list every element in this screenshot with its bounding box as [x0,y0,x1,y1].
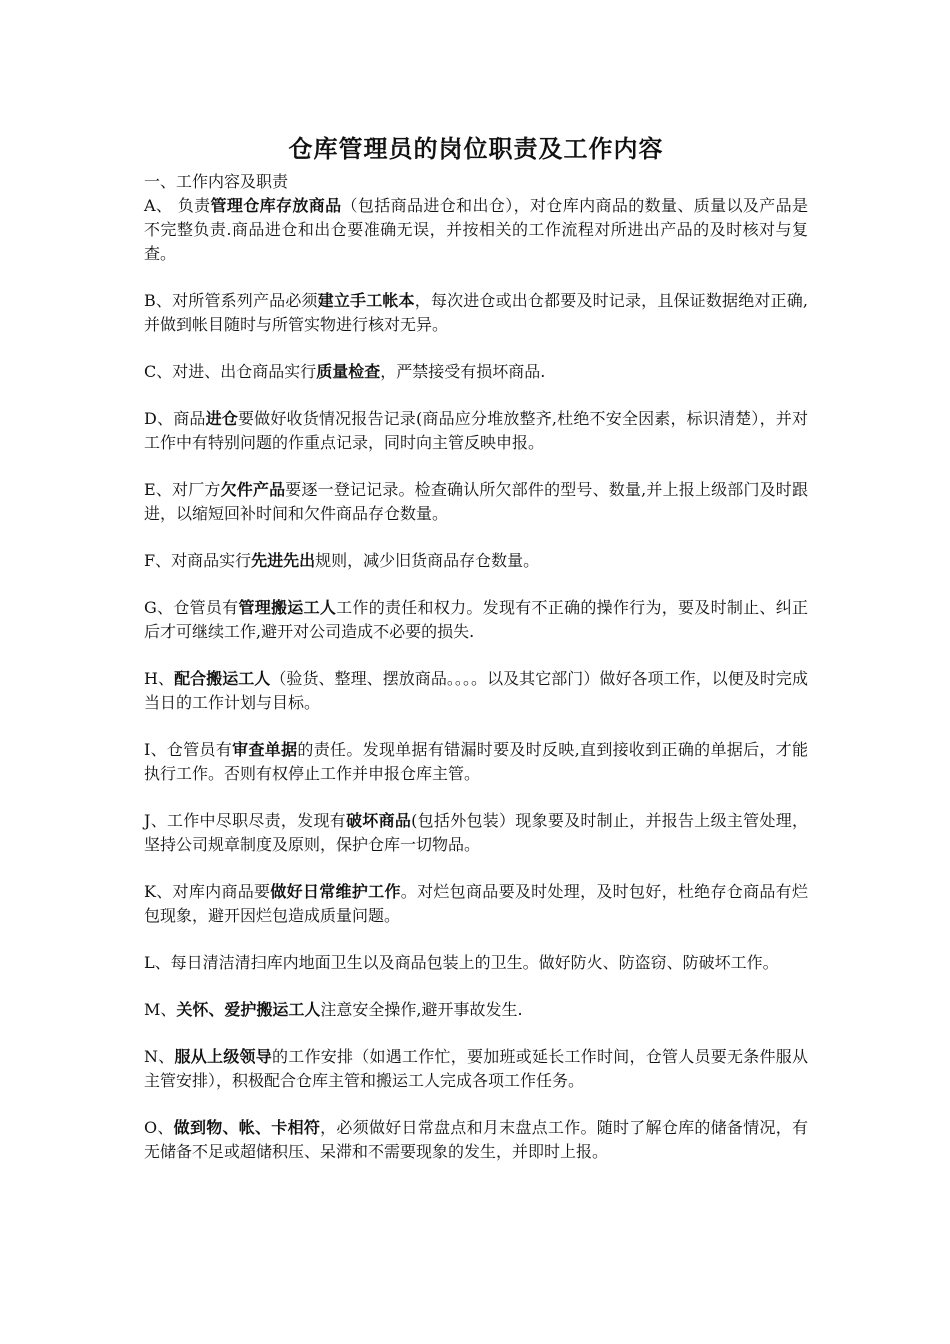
paragraph-prefix: O、 [144,1118,174,1137]
paragraph-text: 的工作安排（如遇工作忙，要加班或延长工作时间，仓管人员要无条件服从主管安排），积极配合仓库主管和搬运工人完成各项工作任务。 [144,1047,808,1090]
paragraph-text: 要做好收货情况报告记录(商品应分堆放整齐,杜绝不安全因素，标识清楚），并对工作中有特别问题的作重点记录，同时向主管反映申报。 [144,409,808,452]
document-page [144,130,808,1187]
section-heading: 一、工作内容及职责 [144,172,289,191]
paragraph-emphasis: 审查单据 [232,740,298,759]
paragraph-prefix: A、 负责 [144,196,211,215]
paragraph-prefix: L、每日清洁清扫库内地面卫生以及商品包装上的卫生。做好防火、防盗窃、防破坏工作。 [144,953,779,972]
paragraph-prefix: H、 [144,669,175,688]
paragraph-f [144,549,808,573]
paragraph-c [144,360,808,384]
paragraph-prefix: C、对进、出仓商品实行 [144,362,317,381]
paragraph-prefix: E、对厂方 [144,480,221,499]
paragraph-o [144,1116,808,1164]
paragraph-prefix: B、对所管系列产品必须 [144,291,318,310]
paragraph-text: ，每次进仓或出仓都要及时记录，且保证数据绝对正确,并做到帐目随时与所管实物进行核对无异。 [144,291,808,334]
paragraph-emphasis: 做到物、帐、卡相符 [173,1118,321,1137]
paragraph-prefix: G、仓管员有 [144,598,239,617]
paragraph-prefix: M、 [144,1000,177,1019]
paragraph-h [144,667,808,715]
paragraph-i [144,738,808,786]
paragraph-n [144,1045,808,1093]
paragraph-prefix: I、仓管员有 [144,740,233,759]
paragraph-text: (包括外包装）现象要及时制止，并报告上级主管处理，坚持公司规章制度及原则，保护仓库一切物品。 [144,811,808,854]
paragraph-prefix: K、对库内商品要 [144,882,271,901]
paragraph-k [144,880,808,928]
paragraph-emphasis: 破坏商品 [346,811,412,830]
paragraph-a [144,194,808,266]
paragraph-emphasis: 进仓 [205,409,238,428]
paragraph-d [144,407,808,455]
paragraph-text: ，严禁接受有损坏商品. [380,362,546,381]
paragraph-emphasis: 建立手工帐本 [317,291,415,310]
paragraph-e [144,478,808,526]
paragraph-m [144,998,808,1022]
paragraph-prefix: D、商品 [144,409,206,428]
paragraph-g [144,596,808,644]
paragraph-emphasis: 做好日常维护工作 [270,882,401,901]
paragraph-text: 注意安全操作,避开事故发生. [320,1000,523,1019]
paragraph-prefix: F、对商品实行 [144,551,252,570]
paragraph-emphasis: 服从上级领导 [174,1047,272,1066]
paragraph-text: （包括商品进仓和出仓），对仓库内商品的数量、质量以及产品是不完整负责.商品进仓和出仓要准确无误，并按相关的工作流程对所进出产品的及时核对与复查。 [144,196,808,263]
paragraph-emphasis: 关怀、爱护搬运工人 [176,1000,321,1019]
paragraph-prefix: N、 [144,1047,175,1066]
paragraph-text: 要逐一登记记录。检查确认所欠部件的型号、数量,并上报上级部门及时跟进，以缩短回补时间和欠件商品存仓数量。 [144,480,808,523]
paragraph-text: 的责任。发现单据有错漏时要及时反映,直到接收到正确的单据后，才能执行工作。否则有权停止工作并申报仓库主管。 [144,740,808,783]
paragraph-emphasis: 欠件产品 [220,480,286,499]
paragraph-emphasis: 先进先出 [251,551,316,570]
paragraph-b [144,289,808,337]
paragraph-emphasis: 配合搬运工人 [174,669,271,688]
paragraph-text: （验货、整理、摆放商品。。。。以及其它部门）做好各项工作，以便及时完成当日的工作计划与目标。 [144,669,808,712]
document-title: 仓库管理员的岗位职责及工作内容 [288,135,664,163]
paragraph-l [144,951,808,975]
paragraph-text: ，必须做好日常盘点和月末盘点工作。随时了解仓库的储备情况，有无储备不足或超储积压、呆滞和不需要现象的发生，并即时上报。 [144,1118,808,1161]
paragraph-emphasis: 质量检查 [316,362,381,381]
paragraph-text: 。对烂包商品要及时处理，及时包好，杜绝存仓商品有烂包现象，避开因烂包造成质量问题。 [144,882,808,925]
paragraph-prefix: J、工作中尽职尽责，发现有 [144,811,347,830]
paragraph-text: 规则，减少旧货商品存仓数量。 [315,551,540,570]
paragraph-emphasis: 管理搬运工人 [238,598,337,617]
paragraph-emphasis: 管理仓库存放商品 [210,196,342,215]
paragraph-text: 工作的责任和权力。发现有不正确的操作行为，要及时制止、纠正后才可继续工作,避开对公司造成不必要的损失. [144,598,808,641]
paragraph-j [144,809,808,857]
